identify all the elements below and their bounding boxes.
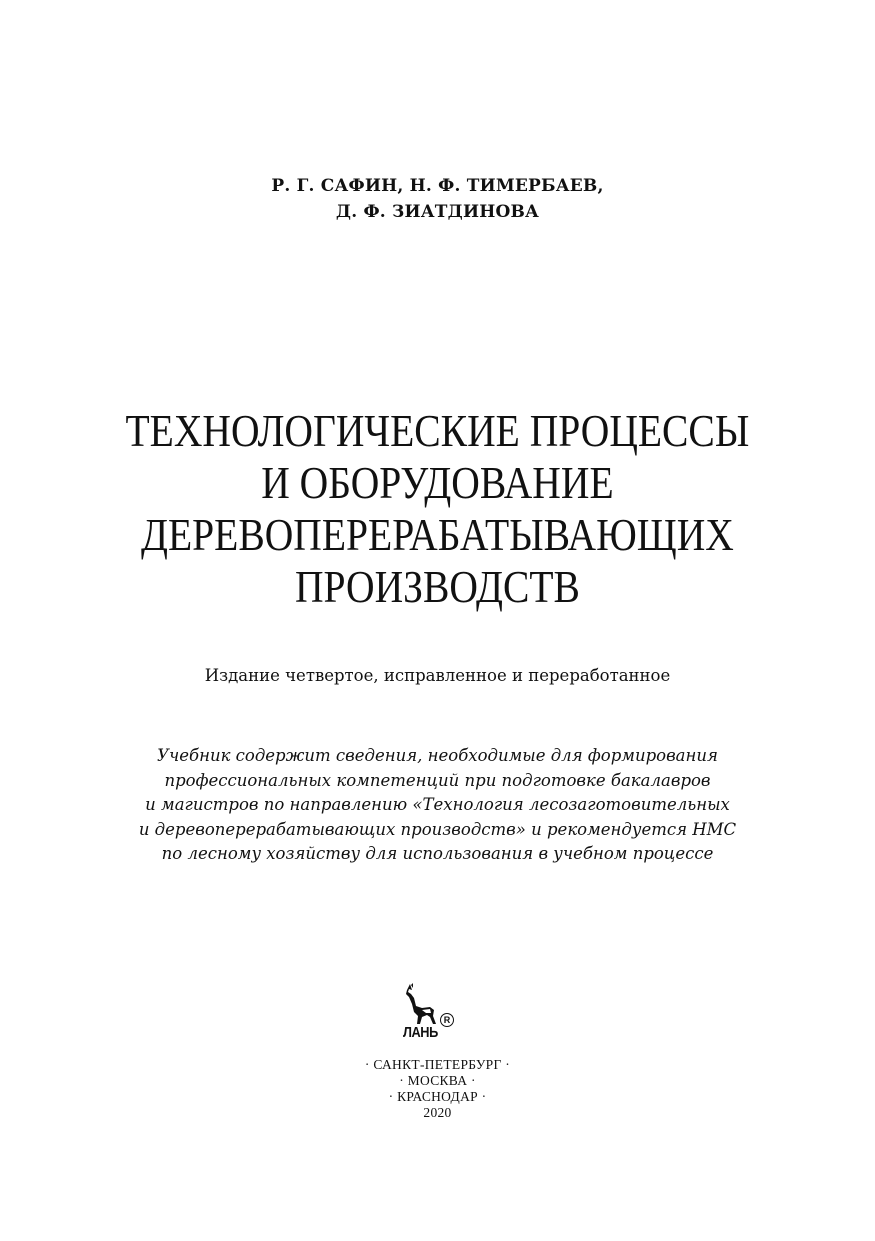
publisher-name: ЛАНЬ	[403, 1024, 438, 1041]
authors	[0, 173, 875, 225]
book-title	[61, 405, 814, 613]
city: · САНКТ-ПЕТЕРБУРГ ·	[364, 1057, 511, 1072]
annotation-line: по лесному хозяйству для использования в учебном процессе	[161, 844, 714, 863]
book-title-line: ТЕХНОЛОГИЧЕСКИЕ ПРОЦЕССЫ	[125, 405, 750, 456]
registered-mark-icon: R	[440, 1013, 454, 1027]
annotation-line: профессиональных компетенций при подготовке бакалавров	[164, 770, 711, 790]
publication-year: 2020	[423, 1105, 452, 1120]
authors-line: Р. Г. САФИН, Н. Ф. ТИМЕРБАЕВ,	[271, 176, 604, 196]
publisher-cities	[0, 1057, 875, 1121]
annotation-line: и деревоперерабатывающих производств» и рекомендуется НМС	[138, 819, 737, 839]
book-title-line: ДЕРЕВОПЕРЕРАБАТЫВАЮЩИХ	[141, 509, 734, 560]
annotation-line: и магистров по направлению «Технология лесозаготовительных	[145, 795, 730, 814]
book-title-line: И ОБОРУДОВАНИЕ	[261, 457, 614, 508]
city: · МОСКВА ·	[399, 1073, 476, 1088]
city: · КРАСНОДАР ·	[388, 1089, 487, 1104]
annotation	[0, 744, 875, 867]
book-title-line: ПРОИЗВОДСТВ	[294, 561, 580, 612]
authors-line: Д. Ф. ЗИАТДИНОВА	[335, 202, 540, 222]
doe-deer-icon	[400, 982, 444, 1026]
publisher-logo	[400, 982, 460, 1048]
edition-note: Издание четвертое, исправленное и переработанное	[204, 666, 671, 685]
annotation-line: Учебник содержит сведения, необходимые для формирования	[157, 746, 718, 765]
